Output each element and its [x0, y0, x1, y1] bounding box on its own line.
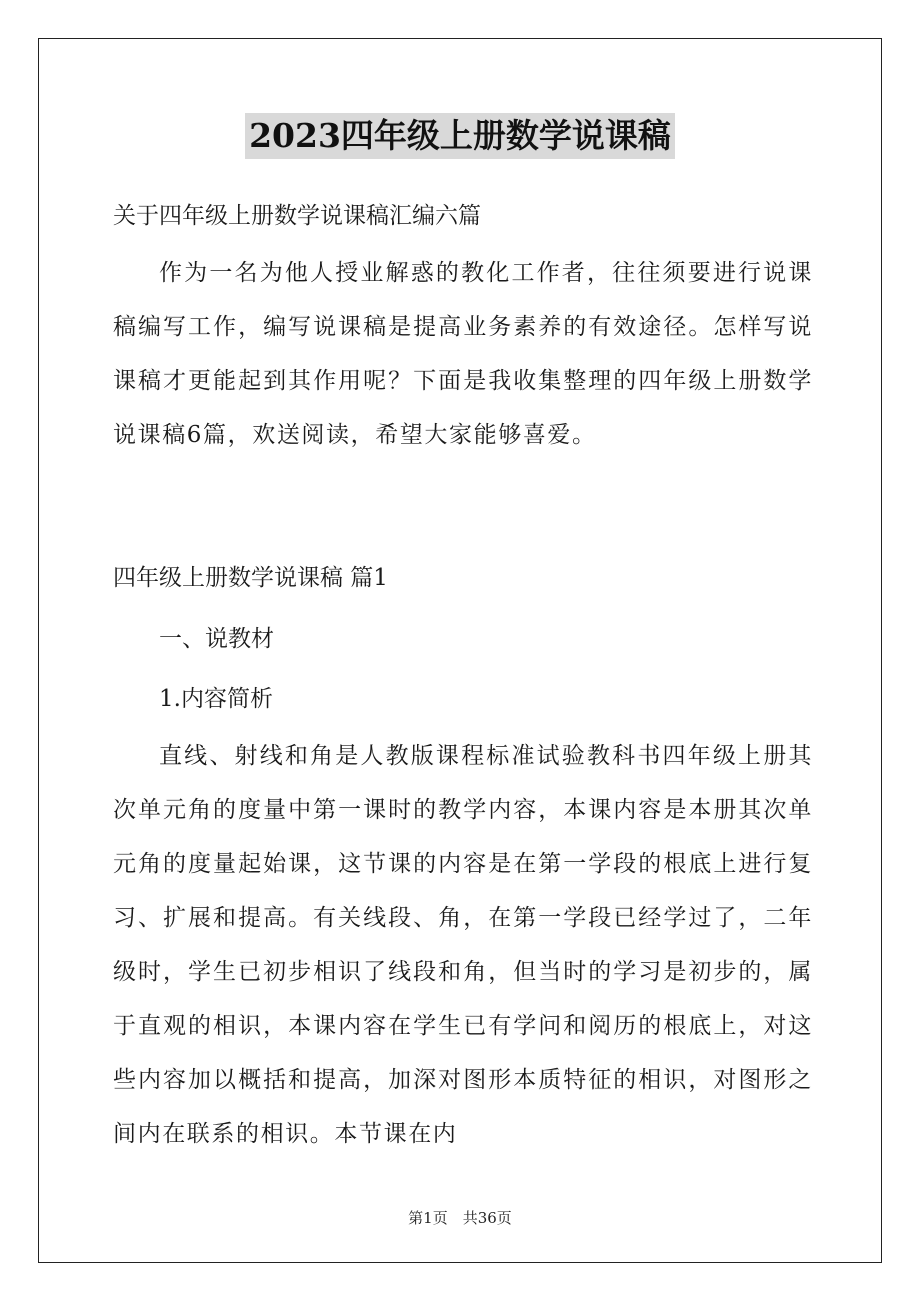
intro-paragraph: 作为一名为他人授业解惑的教化工作者，往往须要进行说课稿编写工作，编写说课稿是提高业务素养的有效途径。怎样写说课稿才更能起到其作用呢？下面是我收集整理的四年级上册数学说课稿6篇，欢送阅读，希望大家能够喜爱。 [113, 260, 813, 448]
page-footer: 第1页 共36页 [408, 1209, 512, 1227]
heading-textbook: 一、说教材 [159, 626, 274, 652]
body-paragraph: 直线、射线和角是人教版课程标准试验教科书四年级上册其次单元角的度量中第一课时的教学内容，本课内容是本册其次单元角的度量起始课，这节课的内容是在第一学段的根底上进行复习、扩展和提高。有关线段、角，在第一学段已经学过了，二年级时，学生已初步相识了线段和角，但当时的学习是初步的，属于直观的相识，本课内容在学生已有学问和阅历的根底上，对这些内容加以概括和提高，加深对图形本质特征的相识，对图形之间内在联系的相识。本节课在内 [113, 743, 813, 1147]
document-subtitle: 关于四年级上册数学说课稿汇编六篇 [113, 203, 481, 229]
document-title: 2023四年级上册数学说课稿 [245, 113, 675, 159]
title-container [0, 113, 920, 159]
section-heading: 四年级上册数学说课稿 篇1 [113, 565, 388, 591]
heading-content-analysis: 1.内容简析 [159, 686, 273, 712]
